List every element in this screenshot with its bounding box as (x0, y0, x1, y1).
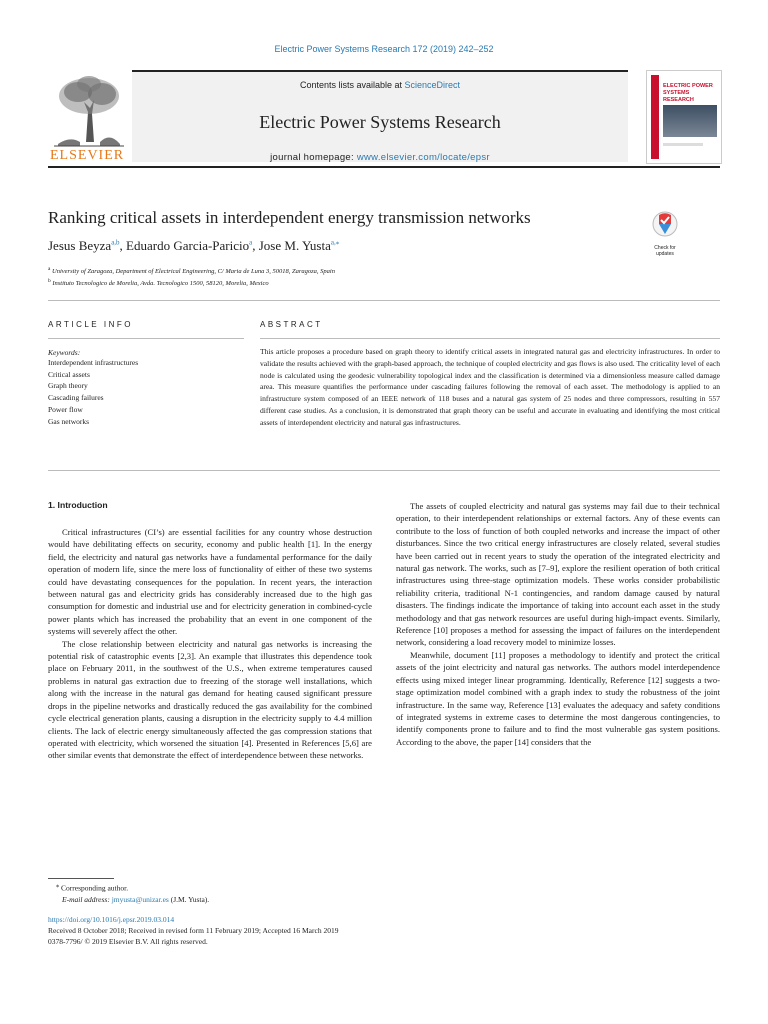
cover-footer-bar (663, 143, 703, 146)
cover-stripe (651, 75, 659, 159)
right-column (396, 500, 720, 748)
article-title: Ranking critical assets in interdependent energy transmission networks (48, 208, 531, 227)
paragraph: Critical infrastructures (CI’s) are essential facilities for any country whose destruction would have debilitating effects on security, economy and public health [1]. In the energy field, the electricity and natural gas networks have a fundamental performance for the daily operation of modern life, since the mere loss of functionality of either of these two systems could have devastating consequences for the population. In recent years, the interaction between natural gas and electricity grids has considerably increased due to the high gas consumption for domestic and industrial use and for electricity generation in combined-cycle power plants which has increased the probability that an event in one component of the systems will severely affect the other. (48, 527, 372, 637)
paragraph: The close relationship between electricity and natural gas networks is increasing the potential risk of catastrophic events [2,3]. An example that illustrates this dependence took place on February 2011, in the southwest of the U.S., when extreme temperatures caused problems in natural gas extraction due to freezing of the storage well installations, which along with the increase in the natural gas demand for heating caused significant pressure drops in the pipeline networks and drastically reduced the gas availability for the combined cycle electrical generation plants, causing a disruption in the electricity supply to 4.4 million clients. The lack of electric energy simultaneously affected the gas compression stations that operated with electricity, which worsened the situation [4]. Presented in References [5,6] are other similar events that demonstrate the effect of interdependence between these networks. (48, 638, 372, 761)
affil-mark: a (48, 266, 51, 272)
contents-line (132, 80, 628, 90)
keyword: Power flow (48, 404, 83, 414)
homepage-line (132, 152, 628, 163)
email-owner: (J.M. Yusta). (168, 895, 210, 904)
cover-title-line1: ELECTRIC POWER (663, 83, 713, 89)
crossmark-label: Check for updates (654, 245, 676, 257)
check-for-updates-badge[interactable] (646, 210, 684, 257)
keywords-label: Keywords: (48, 348, 81, 357)
footnote-rule (48, 878, 114, 879)
author-affil-mark[interactable]: a,⁎ (330, 238, 340, 247)
email-footnote (62, 895, 209, 904)
left-column (48, 526, 372, 762)
author-name: Jesus Beyza (48, 238, 112, 253)
divider (48, 470, 720, 471)
keyword: Cascading failures (48, 393, 104, 403)
author-affil-mark[interactable]: a,b (111, 238, 120, 247)
journal-header (132, 70, 628, 162)
affiliation-text: University of Zaragoza, Department of Electrical Engineering, C/ Maria de Luna 3, 50018, Zaragoza, Spain (52, 268, 335, 276)
section-heading: 1. Introduction (48, 500, 108, 510)
homepage-prefix: journal homepage: (270, 152, 357, 163)
keyword: Graph theory (48, 381, 88, 391)
affiliation-text: Instituto Tecnologico de Morelia, Avda. Tecnologico 1500, 58120, Morelia, Mexico (52, 280, 269, 288)
abstract-text: This article proposes a procedure based on graph theory to identify critical assets in integrated natural gas and electricity infrastructures. In order to validate the results achieved with the graph-based approach, the technique of coupled electricity and gas flows is also used. The criticality level of each node is calculated using the geodesic vulnerability topological index and the classification is determined via a dimensionless measure called damage area. This measure quantifies the performance under cascading failures following the removal of each asset. The methodology is applied to an infrastructure system composed of an IEEE network of 118 buses and a natural gas system of 25 nodes and three compressors, resulting in 557 different case studies. As a conclusion, it is demonstrated that graph theory can be useful and accurate in evaluating and identifying the most critical assets of interdependent electricity and natural gas infrastructures. (260, 347, 720, 427)
cover-title-line2: SYSTEMS RESEARCH (663, 90, 694, 103)
author-name: Jose M. Yusta (258, 238, 331, 253)
journal-name: Electric Power Systems Research (259, 112, 501, 132)
affiliation-b (48, 278, 269, 287)
sciencedirect-link[interactable]: ScienceDirect (404, 80, 461, 90)
contents-prefix: Contents lists available at (299, 80, 405, 90)
publisher-logo-text: ELSEVIER (50, 148, 125, 163)
cover-image (663, 105, 717, 137)
email-link[interactable]: jmyusta@unizar.es (111, 895, 169, 904)
copyright: 0378-7796/ © 2019 Elsevier B.V. All rights reserved. (48, 937, 208, 946)
footnote-mark: ⁎ (56, 882, 60, 889)
bottom-meta (48, 914, 338, 947)
keyword: Interdependent infrastructures (48, 358, 139, 367)
doi-link[interactable]: https://doi.org/10.1016/j.epsr.2019.03.014 (48, 915, 175, 924)
header-rule (48, 166, 720, 168)
paragraph: Meanwhile, document [11] proposes a methodology to identify and protect the critical assets of the joint electricity and natural gas networks. The authors model interdependence effects using mixed integer linear programming. Identically, Reference [12] suggests a two-stage optimization model combined with a graph index to study the robustness of the joint infrastructure. In the same way, Reference [13] evaluates the adequacy and safety conditions of integrated systems in extreme cases to determine the most dangerous contingencies, to identify components prone to failure and to find the most vulnerable gas system positions. According to the above, the paper [14] considers that the (396, 649, 720, 747)
divider (48, 300, 720, 301)
paragraph: The assets of coupled electricity and natural gas systems may fail due to their technical operation, to their interdependent relationships or external factors. Any of these events can contribute to the loss of function of both coupled networks and increase the impact of other disturbances. Since the two critical energy infrastructures are closely related, several studies have been carried out in recent years to study the operation of the integrated electricity and natural gas network. The works, such as [7–9], explore the resilient operation of both critical infrastructures using three-stage optimization models. These works consider probabilistic reliability criteria, traditional N-1 contingencies, and random damage caused by natural disasters. The findings indicate the importance of taking into account each asset in the study methodology and that gas network resources are useful during high-impact events. Similarly, Reference [10] proposes a method for assessing the impact of failures on the interdependent network, considering a load recovery model to minimize losses. (396, 501, 720, 648)
author-affil-mark[interactable]: a (249, 238, 253, 247)
homepage-link[interactable]: www.elsevier.com/locate/epsr (356, 152, 490, 163)
journal-cover[interactable] (646, 70, 722, 164)
keyword: Critical assets (48, 369, 90, 379)
author-name: Eduardo Garcia-Paricio (126, 238, 250, 253)
affil-mark: b (48, 278, 51, 284)
keyword: Gas networks (48, 416, 90, 426)
abstract-divider (260, 338, 720, 339)
abstract-heading: ABSTRACT (260, 320, 323, 329)
article-info-heading: ARTICLE INFO (48, 320, 133, 329)
crossmark-icon (646, 210, 684, 240)
received-dates: Received 8 October 2018; Received in revised form 11 February 2019; Accepted 16 March 2019 (48, 926, 339, 935)
email-label: E-mail address: (62, 895, 112, 904)
corresponding-footnote (56, 882, 128, 893)
journal-citation[interactable]: Electric Power Systems Research 172 (2019) 242–252 (274, 44, 494, 54)
keyword-list (48, 357, 138, 427)
footnote-text: Corresponding author. (61, 883, 129, 893)
info-divider (48, 338, 244, 339)
author-list: Jesus Beyza$^{a,b}$, Eduardo Garcia-Paricio$^a$, Jose M. Yusta$^{a,⁎}$ (48, 238, 340, 253)
affiliation-a (48, 266, 335, 275)
